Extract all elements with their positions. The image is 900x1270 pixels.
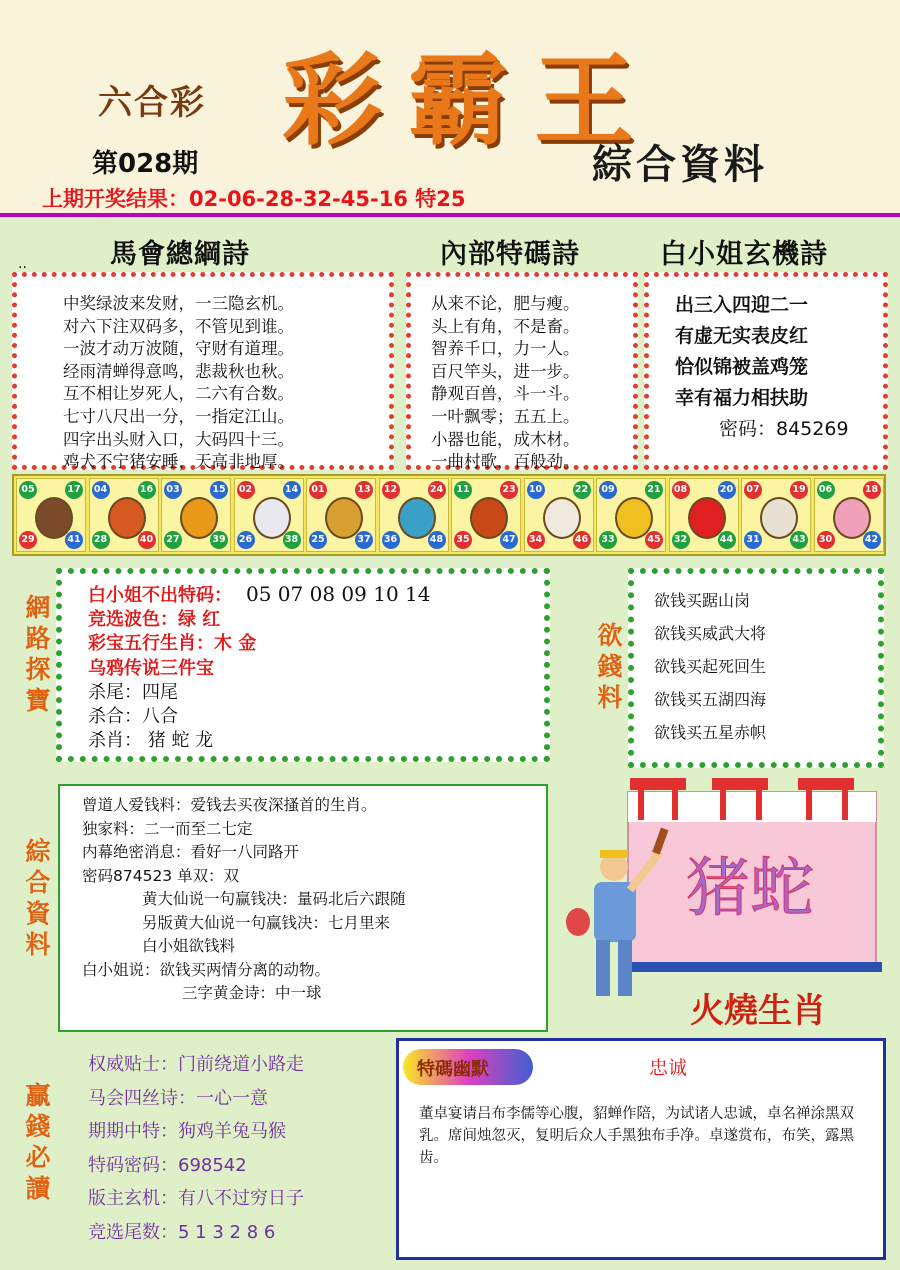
net-lines [88,582,430,753]
net-line [88,582,430,608]
zodiac-number: 21 [645,481,663,499]
zodiac-number: 39 [210,531,228,549]
poem1-line: 鸡犬不宁猪安睡，天高非地厚。 [63,452,294,472]
zodiac-number: 22 [573,481,591,499]
zodiac-number: 36 [382,531,400,549]
net-line [88,681,430,705]
vertical-title-char: 寶 [25,686,51,715]
scaffold-bar [630,778,686,790]
poem2-box [406,272,638,470]
board-text: 猪蛇 [686,852,814,926]
poem1-line: 经雨清蝉得意鸣，悲裁秋也秋。 [63,361,294,381]
zodiac-number: 12 [382,481,400,499]
vertical-title-char: 探 [25,655,51,684]
painter-illustration [560,772,890,1040]
zodiac-number: 03 [164,481,182,499]
general-box [58,784,548,1032]
money-line: 欲钱买起死回生 [654,657,767,676]
zodiac-cell [451,478,521,552]
vertical-title-char: 讀 [25,1174,51,1203]
brand-subtitle: 綜合資料 [592,141,768,188]
vertical-title-char: 料 [597,683,623,712]
general-line: 白小姐说：欲钱买两情分离的动物。 [82,960,331,979]
zodiac-number: 32 [672,531,690,549]
humor-badge [403,1049,533,1085]
zodiac-cell [16,478,86,552]
zodiac-number: 46 [573,531,591,549]
poem1-line: 中奖绿波来发财，一三隐玄机。 [63,294,294,313]
poem3-box [644,272,888,470]
zodiac-number: 31 [744,531,762,549]
brand-title: 彩霸王 [282,41,660,159]
general-line: 独家料：二一而至二七定 [82,819,253,838]
brand-small: 六合彩 [98,83,206,123]
general-line: 密码874523 单双：双 [82,866,240,885]
zodiac-number: 07 [744,481,762,499]
win-line: 权威贴士：门前绕道小路走 [88,1054,304,1075]
general-title [22,836,54,960]
zodiac-number: 23 [500,481,518,499]
vertical-title-char: 欲 [597,621,623,650]
poem2-line: 从来不论，肥与瘦。 [431,294,580,313]
net-line-label: 杀合：八合 [88,706,178,728]
zodiac-number: 09 [599,481,617,499]
zodiac-number: 16 [138,481,156,499]
general-line: 三字黄金诗：中一球 [182,984,322,1002]
vertical-title-char: 路 [25,624,51,653]
poem3-line: 恰似锦被盖鸡笼 [675,356,809,378]
win-line: 马会四丝诗：一心一意 [88,1087,268,1109]
zodiac-strip [12,474,886,556]
humor-title: 忠诚 [649,1057,688,1079]
poem3-title: 白小姐玄機詩 [660,239,828,270]
zodiac-number: 34 [527,531,545,549]
general-line: 黄大仙说一句赢钱决：量码北后六跟随 [142,890,406,908]
vertical-title-char: 錢 [597,652,623,681]
money-title [594,620,626,713]
poem1-line: 七寸八尺出一分，一指定江山。 [63,406,294,426]
vertical-title-char: 綜 [25,837,51,866]
zodiac-number: 35 [454,531,472,549]
zodiac-number: 17 [65,481,83,499]
zodiac-number: 10 [527,481,545,499]
zodiac-number: 04 [92,481,110,499]
zodiac-cell [306,478,376,552]
poem3-line: 出三入四迎二一 [675,294,809,316]
zodiac-number: 25 [309,531,327,549]
money-line: 欲钱买踞山岗 [654,591,751,610]
win-line: 竞选尾数：5 1 3 2 8 6 [88,1221,276,1243]
painter-body [594,882,636,942]
zodiac-number: 02 [237,481,255,499]
zodiac-cell [379,478,449,552]
poem3-code: 密码：845269 [719,418,849,440]
poem1-line: 四字出头财入口，大码四十三。 [63,429,294,449]
zodiac-number: 33 [599,531,617,549]
vertical-title-char: 錢 [25,1112,51,1141]
poem2-line: 小器也能，成木材。 [431,429,580,449]
win-title [22,1080,54,1204]
zodiac-number: 48 [428,531,446,549]
zodiac-number: 37 [355,531,373,549]
net-line [88,632,430,656]
zodiac-number: 45 [645,531,663,549]
poem3-line: 有虚无实表皮红 [675,325,809,347]
net-line-label: 杀肖： 猪 蛇 龙 [88,730,214,752]
paint-bucket-icon [566,908,590,936]
money-line: 欲钱买威武大将 [654,624,767,643]
win-lines [88,1048,304,1249]
zodiac-number: 41 [65,531,83,549]
vertical-title-char: 資 [25,899,51,928]
net-line-label: 杀尾：四尾 [88,681,178,703]
net-line-label: 彩宝五行生肖：木 金 [88,633,257,655]
zodiac-number: 26 [237,531,255,549]
zodiac-cell [89,478,159,552]
zodiac-number: 20 [718,481,736,499]
poem1-title: 馬會總綱詩 [110,239,250,270]
poem2-title: 內部特碼詩 [440,239,580,270]
net-line [88,705,430,729]
poem3-line: 幸有福力相扶助 [675,387,809,409]
zodiac-number: 06 [817,481,835,499]
general-line: 另版黄大仙说一句赢钱决：七月里来 [142,913,391,932]
zodiac-number: 43 [790,531,808,549]
zodiac-cell [234,478,304,552]
poem1-lines [63,293,294,474]
win-line: 特码密码：698542 [88,1154,247,1176]
poem1-box [12,272,394,470]
zodiac-cell [524,478,594,552]
vertical-title-char: 料 [25,930,51,959]
zodiac-number: 14 [283,481,301,499]
zodiac-number: 40 [138,531,156,549]
humor-text: 董卓宴请吕布李儒等心腹，貂蝉作陪，为试诸人忠诚，卓名禅涂黑双乳。席间烛忽灭，复明后众人手黑独布手净。卓遂赏布，布笑，露黑齿。 [419,1106,854,1166]
last-result: 上期开奖结果：02-06-28-32-45-16 特25 [42,187,466,211]
zodiac-number: 05 [19,481,37,499]
general-line: 曾道人爱钱料：爱钱去买夜深搔首的生肖。 [82,796,377,814]
general-line: 内幕绝密消息：看好一八同路开 [82,843,300,861]
net-line-label: 竞选波色：绿 红 [88,609,221,631]
zodiac-number: 01 [309,481,327,499]
money-lines [654,584,766,749]
net-line-label: 白小姐不出特码： [88,585,232,606]
zodiac-number: 47 [500,531,518,549]
zodiac-number: 08 [672,481,690,499]
vertical-title-char: 贏 [25,1081,51,1110]
vertical-title-char: 網 [25,593,51,622]
poem3-lines [675,290,808,414]
painter-caption: 火燒生肖 [690,991,826,1031]
zodiac-number: 30 [817,531,835,549]
general-line: 白小姐欲钱料 [142,937,236,955]
money-line: 欲钱买五星赤帜 [654,723,767,742]
net-title [22,592,54,716]
zodiac-number: 18 [863,481,881,499]
net-line [88,608,430,632]
zodiac-number: 42 [863,531,881,549]
money-line: 欲钱买五湖四海 [654,690,767,709]
net-line-value: 05 07 08 09 10 14 [246,582,431,606]
zodiac-number: 13 [355,481,373,499]
zodiac-number: 29 [19,531,37,549]
poem2-lines [431,293,580,474]
issue-number: 第028期 [92,149,199,179]
zodiac-number: 38 [283,531,301,549]
zodiac-cell [596,478,666,552]
zodiac-number: 24 [428,481,446,499]
humor-badge-text: 特碼幽默 [417,1059,489,1080]
net-line [88,657,430,681]
win-line: 版主玄机：有八不过穷日子 [88,1188,304,1209]
vertical-title-char: 必 [25,1143,51,1172]
poem1-line: 一波才动万波随，守财有道理。 [63,339,294,359]
zodiac-number: 28 [92,531,110,549]
poem2-line: 百尺竿头，进一步。 [431,361,580,381]
humor-box [396,1038,886,1260]
general-lines [82,794,406,1006]
zodiac-number: 44 [718,531,736,549]
zodiac-number: 15 [210,481,228,499]
win-line: 期期中特：狗鸡羊兔马猴 [88,1121,286,1142]
zodiac-cell [161,478,231,552]
zodiac-cell [741,478,811,552]
poem2-line: 智养千口，力一人。 [431,339,580,359]
poem1-line: 互不相让岁死人，二六有合数。 [63,384,294,404]
zodiac-cell [814,478,884,552]
money-box [628,568,884,768]
net-line [88,729,430,753]
dots: .. [18,256,27,272]
zodiac-number: 27 [164,531,182,549]
poem1-line: 对六下注双码多，不管见到谁。 [63,316,294,336]
zodiac-number: 19 [790,481,808,499]
poem2-line: 头上有角，不是畜。 [431,316,580,336]
poem2-line: 静观百兽，斗一斗。 [431,384,580,404]
vertical-title-char: 合 [25,868,51,897]
zodiac-cell [669,478,739,552]
net-box [56,568,550,762]
poem2-line: 一叶飘零；五五上。 [431,406,580,426]
net-line-label: 乌鸦传说三件宝 [88,657,214,679]
poem2-line: 一曲村歌，百般劲。 [431,452,580,472]
zodiac-number: 11 [454,481,472,499]
